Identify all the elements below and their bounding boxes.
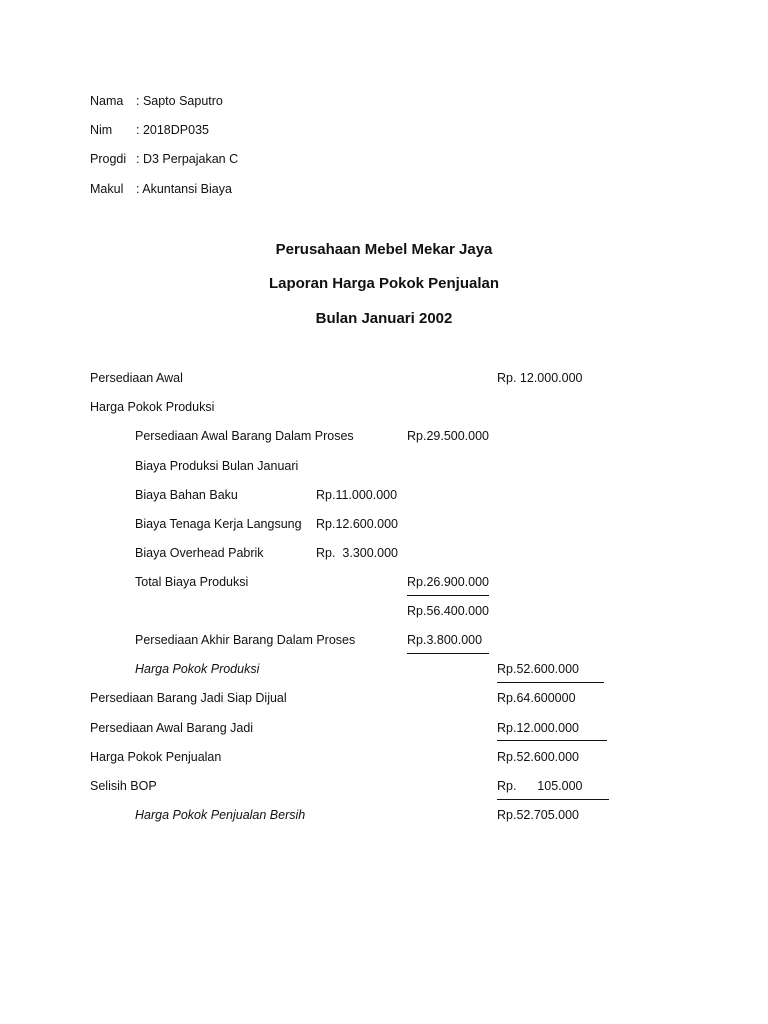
tenaga-kerja-label: Biaya Tenaga Kerja Langsung (135, 517, 302, 531)
bahan-baku-amount: Rp.11.000.000 (316, 488, 398, 502)
hpp-produksi-header-label: Harga Pokok Produksi (90, 400, 215, 414)
subtotal-amount: Rp.56.400.000 (407, 604, 490, 618)
overhead-label: Biaya Overhead Pabrik (135, 546, 264, 560)
selisih-bop-amount: Rp. 105.000 (497, 779, 583, 793)
persediaan-awal-label: Persediaan Awal (90, 371, 183, 385)
hpp-produksi-underline (497, 682, 604, 683)
tenaga-kerja-amount: Rp.12.600.000 (316, 517, 399, 531)
persediaan-akhir-bdp-label: Persediaan Akhir Barang Dalam Proses (135, 633, 356, 647)
total-biaya-label: Total Biaya Produksi (135, 575, 249, 589)
persediaan-awal-jadi-amount: Rp.12.000.000 (497, 721, 580, 735)
hpp-bersih-amount: Rp.52.705.000 (497, 808, 580, 822)
persediaan-akhir-bdp-amount: Rp.3.800.000 (407, 633, 483, 647)
identity-label-makul: Makul (90, 182, 124, 196)
identity-label-nim: Nim (90, 123, 113, 137)
persediaan-awal-jadi-underline (497, 740, 607, 741)
hpp-penjualan-label: Harga Pokok Penjualan (90, 750, 222, 764)
persediaan-awal-amount: Rp. 12.000.000 (497, 371, 583, 385)
hpp-produksi-amount: Rp.52.600.000 (497, 662, 580, 676)
hpp-penjualan-amount: Rp.52.600.000 (497, 750, 580, 764)
report-heading: Laporan Harga Pokok Penjualan (268, 275, 500, 292)
persediaan-awal-jadi-label: Persediaan Awal Barang Jadi (90, 721, 254, 735)
bahan-baku-label: Biaya Bahan Baku (135, 488, 238, 502)
barang-siap-dijual-amount: Rp.64.600000 (497, 691, 576, 705)
total-biaya-amount: Rp.26.900.000 (407, 575, 490, 589)
identity-value-nama: : Sapto Saputro (136, 94, 223, 108)
biaya-produksi-header-label: Biaya Produksi Bulan Januari (135, 459, 299, 473)
period-heading: Bulan Januari 2002 (315, 310, 453, 327)
hpp-bersih-label: Harga Pokok Penjualan Bersih (135, 808, 306, 822)
selisih-bop-underline (497, 799, 609, 800)
identity-label-nama: Nama (90, 94, 124, 108)
total-biaya-underline (407, 595, 489, 596)
persediaan-akhir-bdp-underline (407, 653, 489, 654)
hpp-produksi-label: Harga Pokok Produksi (135, 662, 260, 676)
overhead-amount: Rp. 3.300.000 (316, 546, 399, 560)
identity-label-progdi: Progdi (90, 152, 127, 166)
company-heading: Perusahaan Mebel Mekar Jaya (275, 241, 493, 258)
selisih-bop-label: Selisih BOP (90, 779, 157, 793)
identity-value-progdi: : D3 Perpajakan C (136, 152, 239, 166)
persediaan-awal-bdp-label: Persediaan Awal Barang Dalam Proses (135, 429, 354, 443)
identity-value-makul: : Akuntansi Biaya (136, 182, 232, 196)
barang-siap-dijual-label: Persediaan Barang Jadi Siap Dijual (90, 691, 287, 705)
persediaan-awal-bdp-amount: Rp.29.500.000 (407, 429, 490, 443)
identity-value-nim: : 2018DP035 (136, 123, 209, 137)
